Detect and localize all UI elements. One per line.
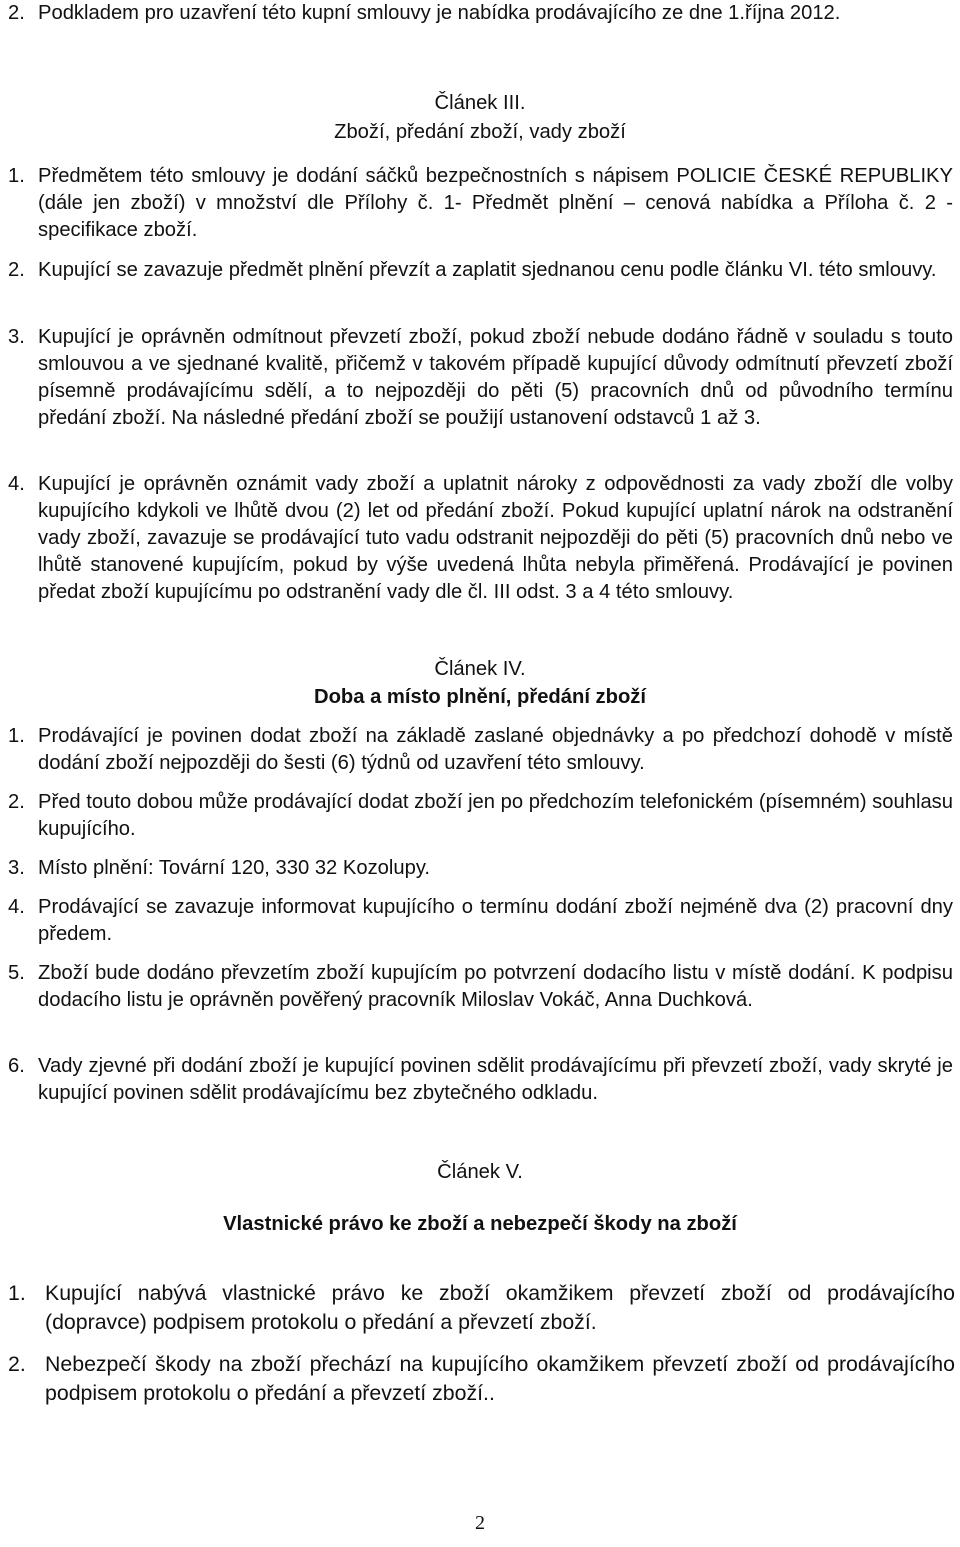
paragraph-number: 3. — [8, 326, 25, 348]
paragraph-text: Kupující se zavazuje předmět plnění převzít a zaplatit sjednanou cenu podle článku VI. této smlouvy. — [38, 259, 937, 281]
article-3-heading: Článek III. — [434, 92, 526, 114]
article-3-title: Zboží, předání zboží, vady zboží — [334, 121, 626, 143]
paragraph-text: Před touto dobou může prodávající dodat zboží jen po předchozím telefonickém (písemném) souhlasu kupujícího. — [38, 791, 953, 840]
paragraph-text: Kupující je oprávněn odmítnout převzetí zboží, pokud zboží nebude dodáno řádně v souladu s touto smlouvou a ve sjednané kvalitě, přičemž v takovém případě kupující důvody odmítnutí převzetí zboží písemně prodávajícímu sdělí, a to nejpozději do pěti (5) pracovních dnů od původního termínu předání zboží. Na následné předání zboží se použijí ustanovení odstavců 1 až 3. — [38, 326, 953, 429]
paragraph-4-6 — [8, 1053, 953, 1107]
paragraph-text: Předmětem této smlouvy je dodání sáčků bezpečnostních s nápisem POLICIE ČESKÉ REPUBLIKY (dále jen zboží) v množství dle Přílohy č. 1- Předmět plnění – cenová nabídka a Příloha č. 2 -specifikace zboží. — [38, 165, 953, 241]
paragraph-5-2 — [8, 1350, 955, 1408]
paragraph-4-4 — [8, 894, 953, 948]
paragraph-text: Místo plnění: Tovární 120, 330 32 Kozolupy. — [38, 857, 431, 879]
paragraph-number: 6. — [8, 1055, 25, 1077]
paragraph-number: 5. — [8, 962, 25, 984]
article-5-title: Vlastnické právo ke zboží a nebezpečí škody na zboží — [223, 1213, 737, 1235]
paragraph-number: 2. — [8, 1352, 26, 1376]
paragraph-text: Prodávající se zavazuje informovat kupujícího o termínu dodání zboží nejméně dva (2) pracovní dny předem. — [38, 896, 953, 945]
paragraph-text: Nebezpečí škody na zboží přechází na kupujícího okamžikem převzetí zboží od prodávajícího podpisem protokolu o předání a převzetí zboží.. — [45, 1352, 955, 1405]
paragraph-number: 4. — [8, 896, 25, 918]
paragraph-5-1 — [8, 1279, 955, 1337]
paragraph-number: 1. — [8, 1281, 26, 1305]
paragraph-text: Vady zjevné při dodání zboží je kupující povinen sdělit prodávajícímu při převzetí zboží, vady skryté je kupující povinen sdělit prodávajícímu bez zbytečného odkladu. — [38, 1055, 953, 1104]
paragraph-number: 3. — [8, 857, 25, 879]
paragraph-number: 2. — [8, 259, 25, 281]
paragraph-4-2 — [8, 789, 953, 843]
article-4-heading: Článek IV. — [434, 658, 526, 680]
paragraph-2-2 — [8, 0, 953, 27]
paragraph-3-2 — [8, 257, 953, 284]
paragraph-4-5 — [8, 960, 953, 1014]
paragraph-text: Kupující je oprávněn oznámit vady zboží a uplatnit nároky z odpovědnosti za vady zboží dle volby kupujícího kdykoli ve lhůtě dvou (2) let od předání zboží. Pokud kupující uplatní nárok na odstranění vady zboží, zavazuje se prodávající tuto vadu odstranit nejpozději do pěti (5) pracovních dnů nebo ve lhůtě stanovené kupujícím, pokud by výše uvedená lhůta nebyla přiměřená. Prodávající je povinen předat zboží kupujícímu po odstranění vady dle čl. III odst. 3 a 4 této smlouvy. — [38, 473, 953, 603]
paragraph-text: Kupující nabývá vlastnické právo ke zboží okamžikem převzetí zboží od prodávajícího (dopravce) podpisem protokolu o předání a převzetí zboží. — [45, 1281, 955, 1334]
paragraph-4-1 — [8, 723, 953, 777]
article-5-heading: Článek V. — [437, 1161, 523, 1183]
article-4-title: Doba a místo plnění, předání zboží — [314, 686, 646, 708]
paragraph-3-3 — [8, 324, 953, 432]
paragraph-number: 1. — [8, 725, 25, 747]
paragraph-text: Zboží bude dodáno převzetím zboží kupujícím po potvrzení dodacího listu v místě dodání. K podpisu dodacího listu je oprávněn pověřený pracovník Miloslav Vokáč, Anna Duchková. — [38, 962, 953, 1011]
paragraph-text: Podkladem pro uzavření této kupní smlouvy je nabídka prodávajícího ze dne 1.října 2012. — [38, 2, 841, 24]
paragraph-text: Prodávající je povinen dodat zboží na základě zaslané objednávky a po předchozí dohodě v místě dodání zboží nejpozději do šesti (6) týdnů od uzavření této smlouvy. — [38, 725, 953, 774]
paragraph-number: 1. — [8, 165, 25, 187]
paragraph-number: 2. — [8, 791, 25, 813]
paragraph-number: 2. — [8, 2, 25, 24]
page-number: 2 — [475, 1512, 485, 1534]
paragraph-3-4 — [8, 471, 953, 606]
paragraph-number: 4. — [8, 473, 25, 495]
paragraph-4-3 — [8, 855, 953, 882]
paragraph-3-1 — [8, 163, 953, 244]
